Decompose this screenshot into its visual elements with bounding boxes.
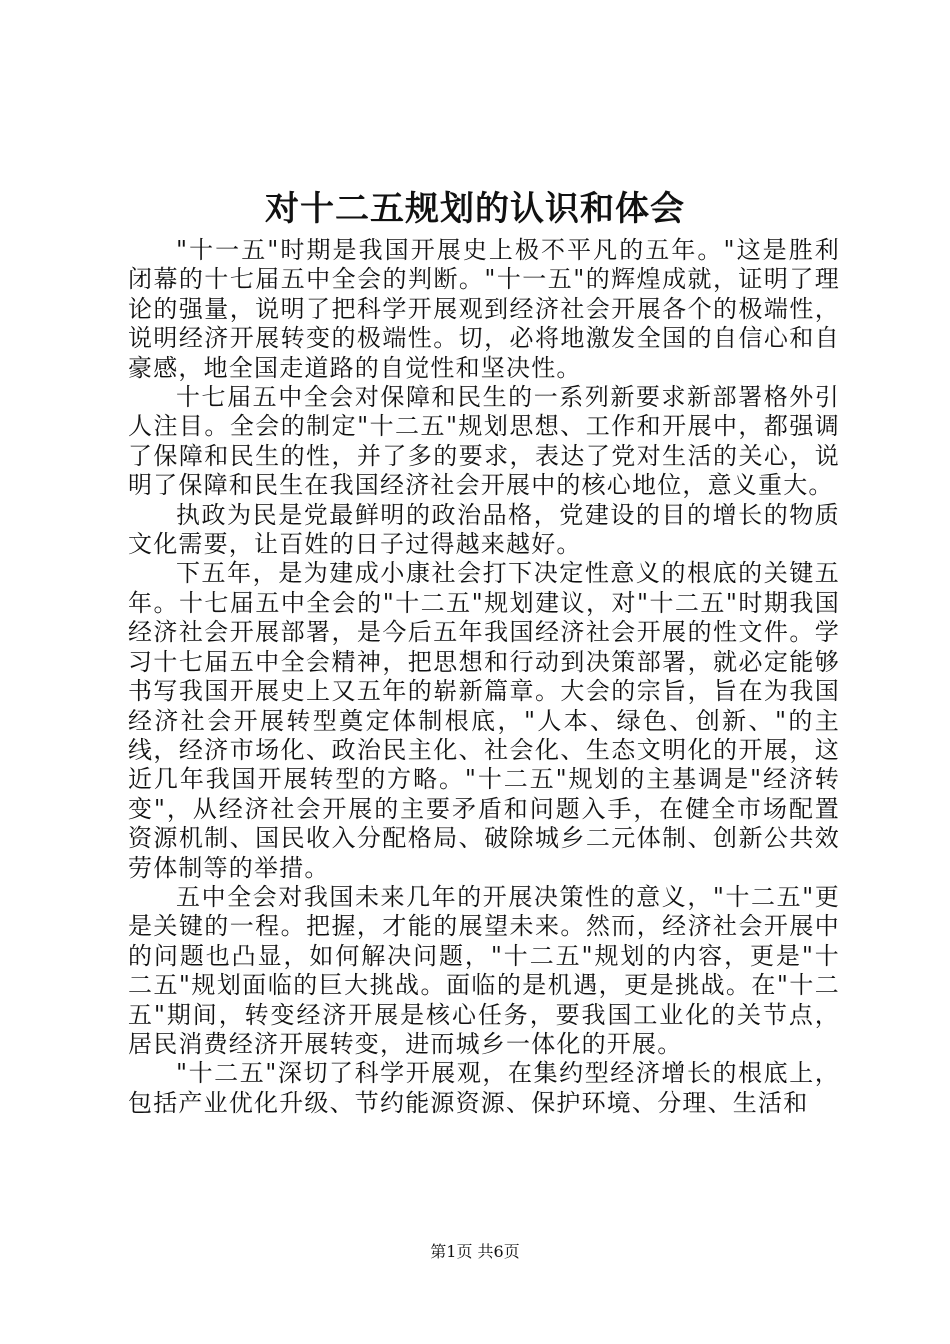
paragraph: 五中全会对我国未来几年的开展决策性的意义，"十二五"更是关键的一程。把握，才能的展望未来。然而，经济社会开展中的问题也凸显，如何解决问题，"十二五"规划的内容，更是"十二五"规划面临的巨大挑战。面临的是机遇，更是挑战。在"十二五"期间，转变经济开展是核心任务，要我国工业化的关节点，居民消费经济开展转变，进而城乡一体化的开展。 xyxy=(128,882,840,1058)
document-title: 对十二五规划的认识和体会 xyxy=(265,189,685,229)
paragraph: 下五年，是为建成小康社会打下决定性意义的根底的关键五年。十七届五中全会的"十二五"规划建议，对"十二五"时期我国经济社会开展部署，是今后五年我国经济社会开展的性文件。学习十七届五中全会精神，把思想和行动到决策部署，就必定能够书写我国开展史上又五年的崭新篇章。大会的宗旨，旨在为我国经济社会开展转型奠定体制根底，"人本、绿色、创新、"的主线，经济市场化、政治民主化、社会化、生态文明化的开展，这近几年我国开展转型的方略。"十二五"规划的主基调是"经济转变"，从经济社会开展的主要矛盾和问题入手，在健全市场配置资源机制、国民收入分配格局、破除城乡二元体制、创新公共效劳体制等的举措。 xyxy=(128,559,840,882)
paragraph: "十一五"时期是我国开展史上极不平凡的五年。"这是胜利闭幕的十七届五中全会的判断。"十一五"的辉煌成就，证明了理论的强量，说明了把科学开展观到经济社会开展各个的极端性，说明经济开展转变的极端性。切，必将地激发全国的自信心和自豪感，地全国走道路的自觉性和坚决性。 xyxy=(128,236,840,382)
page-number-footer: 第1页 共6页 xyxy=(430,1242,520,1261)
paragraph: "十二五"深切了科学开展观，在集约型经济增长的根底上，包括产业优化升级、节约能源资源、保护环境、分理、生活和 xyxy=(128,1059,840,1117)
paragraph: 十七届五中全会对保障和民生的一系列新要求新部署格外引人注目。全会的制定"十二五"规划思想、工作和开展中，都强调了保障和民生的性，并了多的要求，表达了党对生活的关心，说明了保障和民生在我国经济社会开展中的核心地位，意义重大。 xyxy=(128,383,840,500)
document-body xyxy=(128,236,840,1118)
paragraph: 执政为民是党最鲜明的政治品格，党建设的目的增长的物质文化需要，让百姓的日子过得越来越好。 xyxy=(128,500,840,559)
